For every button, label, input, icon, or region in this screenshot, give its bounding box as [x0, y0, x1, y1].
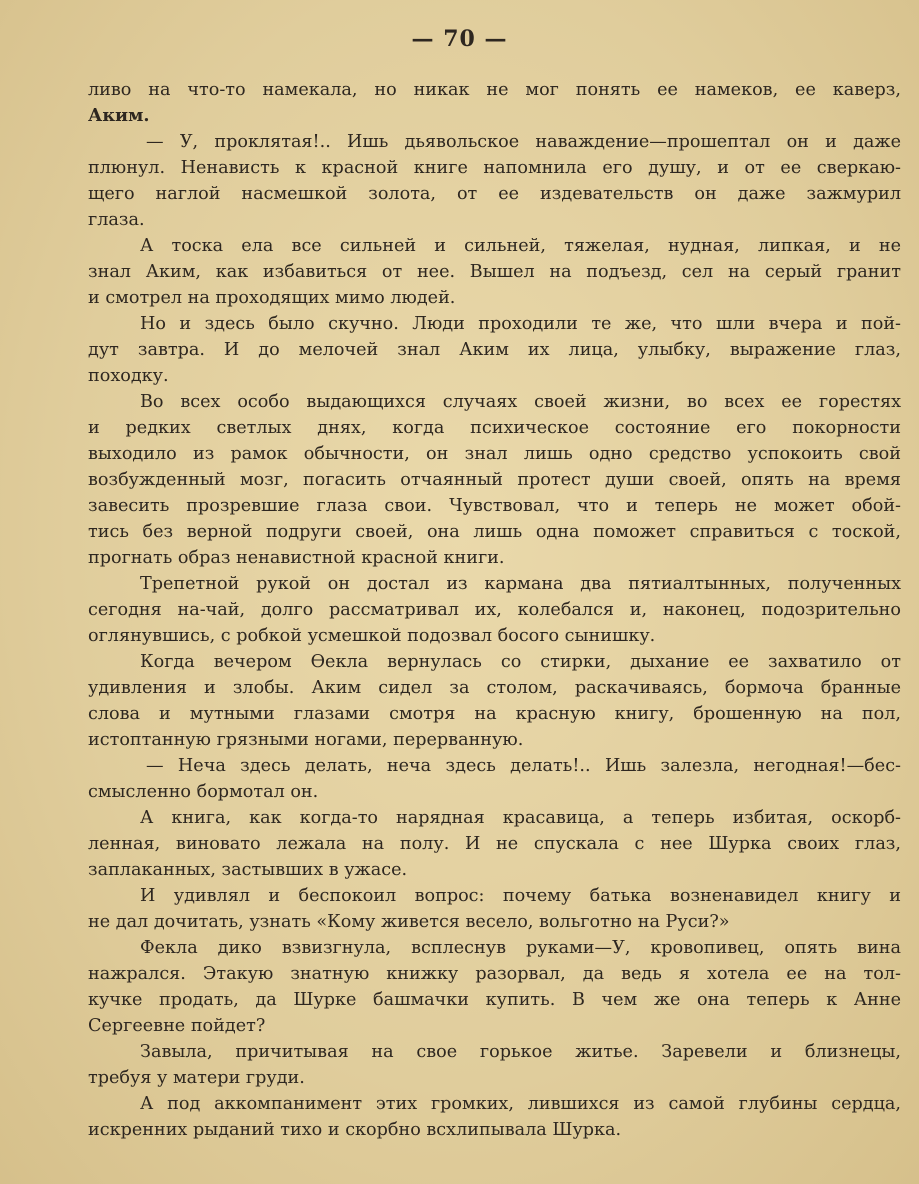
text-line: знал Аким, как избавиться от нее. Вышел на подъезд, сел на серый гранит [88, 262, 901, 282]
text-line: — У, проклятая!.. Ишь дьявольское наваждение—прошептал он и даже [146, 132, 901, 152]
text-line: Когда вечером Өекла вернулась со стирки, дыхание ее захватило от [140, 652, 901, 672]
text-line: щего наглой насмешкой золота, от ее издевательств он даже зажмурил [88, 184, 901, 204]
text-line: и смотрел на проходящих мимо людей. [88, 288, 456, 308]
text-line: прогнать образ ненавистной красной книги. [88, 548, 505, 568]
text-line: требуя у матери груди. [88, 1068, 305, 1088]
text-line: Завыла, причитывая на свое горькое житье. Заревели и близнецы, [140, 1042, 901, 1062]
text-line: дут завтра. И до мелочей знал Аким их лица, улыбку, выражение глаз, [88, 340, 901, 360]
text-line: тись без верной подруги своей, она лишь одна поможет справиться с тоской, [88, 522, 901, 542]
text-line: возбужденный мозг, погасить отчаянный протест души своей, опять на время [88, 470, 901, 490]
text-line: ленная, виновато лежала на полу. И не спускала с нее Шурка своих глаз, [88, 834, 901, 854]
text-line: И удивлял и беспокоил вопрос: почему батька возненавидел книгу и [140, 886, 901, 906]
text-line: и редких светлых днях, когда психическое состояние его покорности [88, 418, 901, 438]
text-line: кучке продать, да Шурке башмачки купить. В чем же она теперь к Анне [88, 990, 901, 1010]
text-line: Сергеевне пойдет? [88, 1016, 266, 1036]
text-line: походку. [88, 366, 169, 386]
text-line: выходило из рамок обычности, он знал лишь одно средство успокоить свой [88, 444, 901, 464]
page-number: — 70 — [411, 26, 508, 52]
text-line: не дал дочитать, узнать «Кому живется весело, вольготно на Руси?» [88, 912, 730, 932]
text-line: завесить прозревшие глаза свои. Чувствовал, что и теперь не может обой- [88, 496, 901, 516]
text-line: истоптанную грязными ногами, перерванную. [88, 730, 524, 750]
text-line: — Неча здесь делать, неча здесь делать!.. Ишь залезла, негодная!—бес- [146, 756, 901, 776]
text-line: Трепетной рукой он достал из кармана два пятиалтынных, полученных [140, 574, 901, 594]
text-line: ливо на что-то намекала, но никак не мог понять ее намеков, ее каверз, [88, 80, 901, 100]
text-line: смысленно бормотал он. [88, 782, 319, 802]
text-line: заплаканных, застывших в ужасе. [88, 860, 408, 880]
page-text [88, 77, 901, 1143]
text-line: А книга, как когда-то нарядная красавица, а теперь избитая, оскорб- [140, 808, 901, 828]
text-line: плюнул. Ненависть к красной книге напомнила его душу, и от ее сверкаю- [88, 158, 901, 178]
text-line: сегодня на-чай, долго рассматривал их, колебался и, наконец, подозрительно [88, 600, 901, 620]
text-line: А тоска ела все сильней и сильней, тяжелая, нудная, липкая, и не [140, 236, 901, 256]
text-line: А под аккомпанимент этих громких, лившихся из самой глубины сердца, [140, 1094, 901, 1114]
text-line: оглянувшись, с робкой усмешкой подозвал босого сынишку. [88, 626, 656, 646]
text-line: удивления и злобы. Аким сидел за столом, раскачиваясь, бормоча бранные [88, 678, 901, 698]
text-line: Фекла дико взвизгнула, всплеснув руками—У, кровопивец, опять вина [140, 938, 901, 958]
text-line: Но и здесь было скучно. Люди проходили те же, что шли вчера и пой- [140, 314, 901, 334]
text-line: Аким. [88, 105, 150, 126]
text-line: нажрался. Этакую знатную книжку разорвал, да ведь я хотела ее на тол- [88, 964, 901, 984]
text-line: искренних рыданий тихо и скорбно всхлипывала Шурка. [88, 1120, 622, 1140]
text-line: Во всех особо выдающихся случаях своей жизни, во всех ее горестях [140, 392, 901, 412]
text-line: глаза. [88, 210, 145, 230]
text-line: слова и мутными глазами смотря на красную книгу, брошенную на пол, [88, 704, 901, 724]
